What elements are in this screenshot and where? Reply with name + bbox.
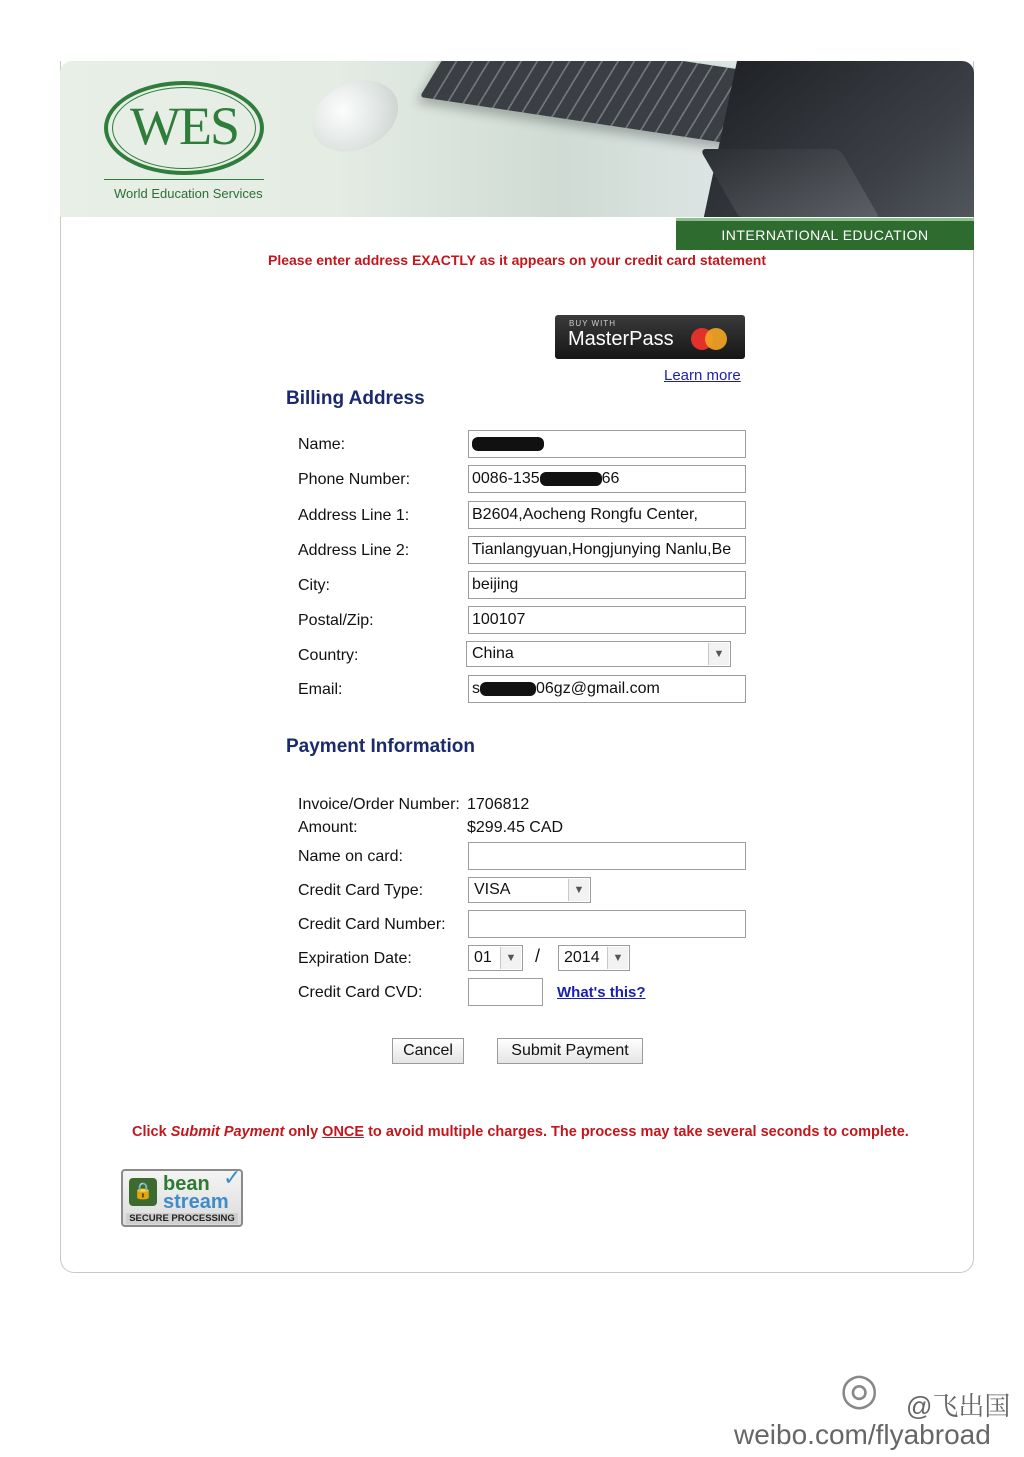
card-number-input[interactable] xyxy=(468,910,746,938)
amount-value: $299.45 CAD xyxy=(467,819,564,836)
learn-more-link[interactable]: Learn more xyxy=(664,367,741,384)
tagline-bar: INTERNATIONAL EDUCATION INTELLIGENCE xyxy=(676,218,974,250)
chevron-down-icon[interactable]: ▼ xyxy=(500,947,521,969)
name-input[interactable] xyxy=(468,430,746,458)
beanstream-badge xyxy=(121,1165,243,1227)
postal-input[interactable]: 100107 xyxy=(468,606,746,634)
cvd-label: Credit Card CVD: xyxy=(298,984,423,1001)
watermark-url: weibo.com/flyabroad xyxy=(734,1419,991,1450)
expiration-label: Expiration Date: xyxy=(298,950,412,967)
email-value-start: s xyxy=(472,680,480,697)
submit-once-warning xyxy=(132,1124,909,1140)
whats-this-link[interactable]: What's this? xyxy=(557,984,646,1001)
expiration-year-value: 2014 xyxy=(564,949,600,966)
beanstream-bean: bean xyxy=(163,1173,210,1195)
warning-part1: Click xyxy=(132,1124,171,1140)
address-warning: Please enter address EXACTLY as it appears on your credit card statement xyxy=(268,252,766,268)
address1-label: Address Line 1: xyxy=(298,507,410,524)
invoice-value: 1706812 xyxy=(467,796,530,813)
logo-divider xyxy=(104,179,264,180)
amount-label: Amount: xyxy=(298,819,358,836)
check-icon: ✓ xyxy=(223,1165,242,1190)
masterpass-label: MasterPass xyxy=(568,328,674,350)
submit-payment-button[interactable]: Submit Payment xyxy=(497,1038,643,1064)
card-type-select[interactable] xyxy=(468,877,591,903)
phone-value-start: 0086-135 xyxy=(472,470,540,487)
weibo-icon: ◎ xyxy=(840,1365,879,1414)
expiration-separator: / xyxy=(535,946,541,966)
warning-part3: to avoid multiple charges. The process may take several seconds to complete. xyxy=(364,1124,909,1140)
mastercard-circle-orange-icon xyxy=(705,328,727,350)
watermark-handle: @飞出国 xyxy=(906,1391,1011,1421)
logo-subtitle: World Education Services xyxy=(114,186,263,201)
lock-icon: 🔒 xyxy=(129,1178,157,1206)
country-value: China xyxy=(472,645,514,662)
name-on-card-label: Name on card: xyxy=(298,848,403,865)
phone-value-end: 66 xyxy=(601,470,620,487)
wes-logo: WES xyxy=(130,96,238,156)
chevron-down-icon[interactable]: ▼ xyxy=(607,947,628,969)
invoice-label: Invoice/Order Number: xyxy=(298,796,460,813)
redacted-email xyxy=(480,682,536,696)
chevron-down-icon[interactable]: ▼ xyxy=(568,879,589,901)
name-label: Name: xyxy=(298,436,346,453)
address2-label: Address Line 2: xyxy=(298,542,410,559)
address1-input[interactable]: B2604,Aocheng Rongfu Center, xyxy=(468,501,746,529)
warning-emphasis: Submit Payment xyxy=(170,1124,285,1140)
postal-label: Postal/Zip: xyxy=(298,612,374,629)
city-label: City: xyxy=(298,577,330,594)
address2-input[interactable]: Tianlangyuan,Hongjunying Nanlu,Be xyxy=(468,536,746,564)
beanstream-stream: stream xyxy=(163,1191,229,1213)
redacted-phone xyxy=(540,472,602,486)
cancel-button[interactable]: Cancel xyxy=(392,1038,464,1064)
phone-input[interactable] xyxy=(468,465,746,493)
email-value-end: 06gz@gmail.com xyxy=(536,680,660,697)
card-type-value: VISA xyxy=(474,881,511,898)
redacted-name xyxy=(472,437,544,451)
country-label: Country: xyxy=(298,647,359,664)
expiration-month-value: 01 xyxy=(474,949,492,966)
name-on-card-input[interactable] xyxy=(468,842,746,870)
phone-label: Phone Number: xyxy=(298,471,411,488)
mouse-image xyxy=(300,67,409,165)
payment-info-title: Payment Information xyxy=(286,736,475,757)
chevron-down-icon[interactable]: ▼ xyxy=(708,643,729,665)
billing-address-title: Billing Address xyxy=(286,388,425,409)
expiration-year-select[interactable] xyxy=(558,945,630,971)
email-label: Email: xyxy=(298,681,343,698)
beanstream-secure-processing: SECURE PROCESSING xyxy=(126,1213,238,1224)
country-select[interactable] xyxy=(466,641,731,667)
expiration-month-select[interactable] xyxy=(468,945,523,971)
card-number-label: Credit Card Number: xyxy=(298,916,446,933)
warning-part2: only xyxy=(284,1124,323,1140)
warning-once: ONCE xyxy=(322,1124,365,1140)
masterpass-buy-with: BUY WITH xyxy=(569,319,616,328)
email-input[interactable] xyxy=(468,675,746,703)
city-input[interactable]: beijing xyxy=(468,571,746,599)
cvd-input[interactable] xyxy=(468,978,543,1006)
masterpass-button[interactable] xyxy=(555,315,745,359)
card-type-label: Credit Card Type: xyxy=(298,882,424,899)
header-banner xyxy=(60,61,974,217)
